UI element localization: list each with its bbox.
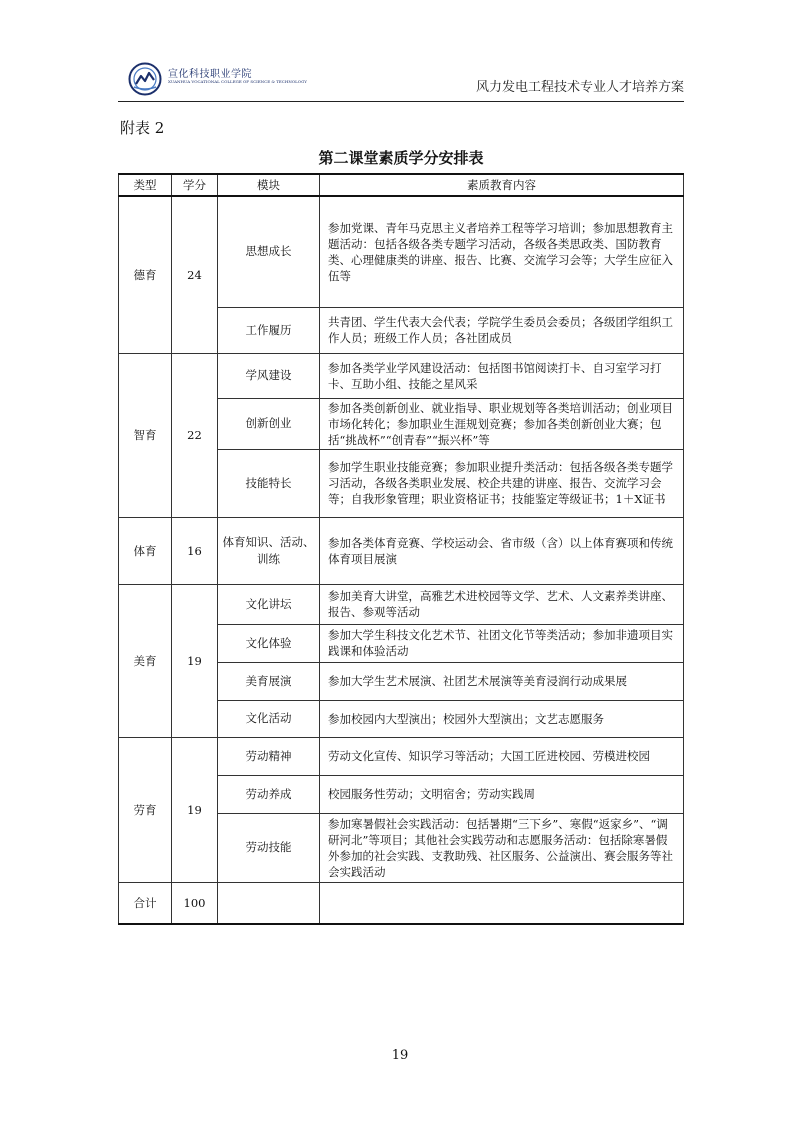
credit-cell: 22 <box>172 353 218 517</box>
module-cell: 美育展演 <box>218 662 320 700</box>
content-cell: 参加党课、青年马克思主义者培养工程等学习培训；参加思想教育主题活动：包括各级各类专题学习活动，各级各类思政类、国防教育类、心理健康类的讲座、报告、比赛、交流学习会等；大学生应征入伍等 <box>320 196 684 307</box>
content-cell: 参加校园内大型演出；校园外大型演出；文艺志愿服务 <box>320 700 684 737</box>
module-cell <box>218 882 320 924</box>
table-row <box>119 517 684 584</box>
school-name: 宣化科技职业学院 <box>168 69 252 80</box>
document-title: 风力发电工程技术专业人才培养方案 <box>475 80 684 95</box>
credit-cell: 24 <box>172 196 218 353</box>
module-cell: 技能特长 <box>218 449 320 517</box>
type-cell: 体育 <box>119 517 172 584</box>
table-row <box>119 737 684 775</box>
table-title: 第二课堂素质学分安排表 <box>318 149 484 167</box>
appendix-label: 附表 2 <box>120 119 165 137</box>
credit-table <box>118 173 684 925</box>
content-cell: 参加各类体育竞赛、学校运动会、省市级（含）以上体育赛项和传统体育项目展演 <box>320 517 684 584</box>
content-cell: 劳动文化宣传、知识学习等活动；大国工匠进校园、劳模进校园 <box>320 737 684 775</box>
credit-cell: 19 <box>172 584 218 737</box>
column-header-module: 模块 <box>218 174 320 196</box>
content-cell: 参加各类学业学风建设活动：包括图书馆阅读打卡、自习室学习打卡、互助小组、技能之星风采 <box>320 353 684 398</box>
page-number: 19 <box>391 1048 409 1063</box>
table-row <box>119 196 684 307</box>
credit-cell: 16 <box>172 517 218 584</box>
module-cell: 劳动精神 <box>218 737 320 775</box>
module-cell: 体育知识、活动、训练 <box>218 517 320 584</box>
content-cell: 参加寒暑假社会实践活动：包括暑期“三下乡”、寒假“返家乡”、“调研河北”等项目；其他社会实践劳动和志愿服务活动：包括除寒暑假外参加的社会实践、支教助残、社区服务、公益演出、赛会服务等社会实践活动 <box>320 813 684 882</box>
module-cell: 创新创业 <box>218 398 320 449</box>
content-cell: 参加各类创新创业、就业指导、职业规划等各类培训活动；创业项目市场化转化；参加职业生涯规划竞赛；参加各类创新创业大赛；包括“挑战杯”“创青春”“振兴杯”等 <box>320 398 684 449</box>
school-subtitle: XUANHUA VOCATIONAL COLLEGE OF SCIENCE & TECHNOLOGY <box>168 79 307 84</box>
total-label: 合计 <box>119 882 172 924</box>
table-row <box>119 584 684 624</box>
table-header-row <box>119 174 684 196</box>
content-cell: 参加美育大讲堂，高雅艺术进校园等文学、艺术、人文素养类讲座、报告、参观等活动 <box>320 584 684 624</box>
credit-cell: 19 <box>172 737 218 882</box>
content-cell: 共青团、学生代表大会代表；学院学生委员会委员；各级团学组织工作人员；班级工作人员；各社团成员 <box>320 307 684 353</box>
content-cell <box>320 882 684 924</box>
header-rule <box>118 101 684 102</box>
module-cell: 文化活动 <box>218 700 320 737</box>
total-credit: 100 <box>172 882 218 924</box>
type-cell: 劳育 <box>119 737 172 882</box>
table-row <box>119 353 684 398</box>
page-header <box>118 58 684 102</box>
type-cell: 智育 <box>119 353 172 517</box>
module-cell: 工作履历 <box>218 307 320 353</box>
column-header-content: 素质教育内容 <box>320 174 684 196</box>
school-logo-icon <box>128 62 162 96</box>
column-header-credit: 学分 <box>172 174 218 196</box>
module-cell: 劳动技能 <box>218 813 320 882</box>
content-cell: 参加大学生科技文化艺术节、社团文化节等类活动；参加非遗项目实践课和体验活动 <box>320 624 684 662</box>
content-cell: 校园服务性劳动；文明宿舍；劳动实践周 <box>320 775 684 813</box>
module-cell: 学风建设 <box>218 353 320 398</box>
type-cell: 美育 <box>119 584 172 737</box>
column-header-type: 类型 <box>119 174 172 196</box>
module-cell: 文化体验 <box>218 624 320 662</box>
module-cell: 文化讲坛 <box>218 584 320 624</box>
content-cell: 参加大学生艺术展演、社团艺术展演等美育浸润行动成果展 <box>320 662 684 700</box>
module-cell: 思想成长 <box>218 196 320 307</box>
type-cell: 德育 <box>119 196 172 353</box>
content-cell: 参加学生职业技能竞赛；参加职业提升类活动：包括各级各类专题学习活动，各级各类职业发展、校企共建的讲座、报告、交流学习会等；自我形象管理；职业资格证书；技能鉴定等级证书；1＋X证书 <box>320 449 684 517</box>
module-cell: 劳动养成 <box>218 775 320 813</box>
total-row <box>119 882 684 924</box>
